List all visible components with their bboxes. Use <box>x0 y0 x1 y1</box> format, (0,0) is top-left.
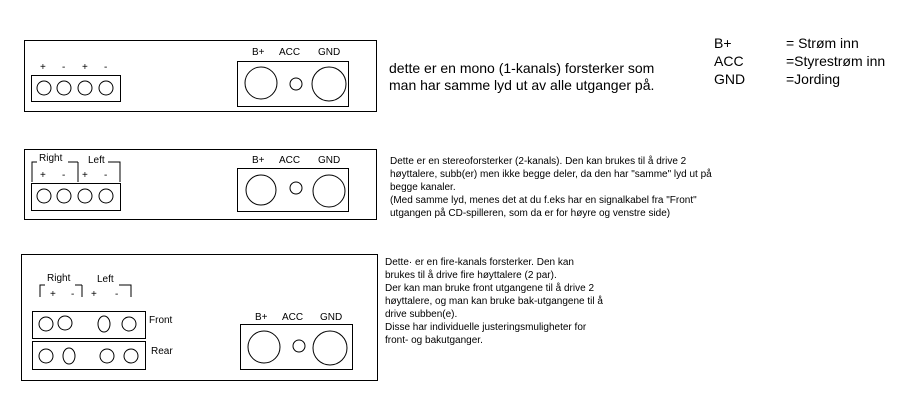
amp1-terminal-block <box>32 76 121 102</box>
amp3-right-channel-label: Right <box>47 273 71 284</box>
amp3-bplus-terminal <box>248 331 280 363</box>
amp3-terminal-label-2: - <box>71 289 75 300</box>
amp3-front-terminal-block <box>33 312 146 339</box>
amp3-description-line-6: Disse har individuelle justeringsmuligheter for <box>385 322 587 333</box>
amp3-description-line-7: front- og bakutganger. <box>385 335 483 346</box>
amp2-right-channel-label: Right <box>39 153 63 164</box>
amp3-rear-terminal-3 <box>100 349 114 363</box>
amp2-bplus-label: B+ <box>252 155 265 166</box>
amp3-terminal-label-1: + <box>50 289 56 300</box>
amp3-rear-terminal-1 <box>39 349 53 363</box>
amp2-description-line-5: utgangen på CD-spilleren, som da er for høyre og venstre side) <box>390 208 671 219</box>
amp1-bplus-terminal <box>245 67 277 99</box>
amp3-power-block <box>241 325 353 370</box>
legend-row-acc <box>714 53 744 70</box>
amp3-description-line-4: høyttalere, og man kan bruke bak-utgangene til å <box>385 296 603 307</box>
amp2-left-bracket <box>108 162 120 182</box>
amp3-description-line-2: brukes til å drive fire høyttalere (2 par). <box>385 270 557 281</box>
amp1-bplus-label: B+ <box>252 47 265 58</box>
amp2-gnd-terminal <box>313 175 345 207</box>
amp1-speaker-terminal-3 <box>78 81 92 95</box>
amp1-terminal-label-2: - <box>62 62 66 73</box>
amp1-terminal-label-1: + <box>40 62 46 73</box>
amp2-right-bracket <box>32 162 37 182</box>
amp3-left-channel-label: Left <box>97 274 114 285</box>
amp2-speaker-terminal-4 <box>99 189 113 203</box>
amp2-terminal-label-1: + <box>40 170 46 181</box>
amp3-bplus-label: B+ <box>255 312 268 323</box>
amp1-speaker-terminal-2 <box>57 81 71 95</box>
legend-row-gnd <box>714 71 745 88</box>
amp3-rear-label: Rear <box>151 346 173 357</box>
amp3-terminal-label-4: - <box>115 289 119 300</box>
amp2-description <box>390 155 712 220</box>
legend-key-acc: ACC <box>714 53 744 69</box>
amp2-left-channel-label: Left <box>88 155 105 166</box>
amp1-acc-label: ACC <box>279 47 301 58</box>
amp3-front-terminal-2 <box>58 316 72 330</box>
amp1-speaker-terminal-4 <box>99 81 113 95</box>
amp1-gnd-terminal <box>312 67 346 101</box>
legend-value-gnd: =Jording <box>786 71 841 87</box>
amp3-description-line-5: drive subben(e). <box>385 309 458 320</box>
amp2-description-line-1: Dette er en stereoforsterker (2-kanals). Den kan brukes til å drive 2 <box>390 156 687 167</box>
amp3-right-bracket <box>40 285 45 297</box>
amp3-description <box>385 256 603 347</box>
amp3-gnd-terminal <box>313 331 347 365</box>
amp2-speaker-terminal-1 <box>37 189 51 203</box>
amp1-description <box>389 60 654 94</box>
amp1-speaker-terminal-1 <box>37 81 51 95</box>
legend-value-bplus: = Strøm inn <box>786 35 859 51</box>
amp2-terminal-label-3: + <box>82 170 88 181</box>
amp2-acc-label: ACC <box>279 155 301 166</box>
amp2-speaker-terminal-3 <box>78 189 92 203</box>
amp1-gnd-label: GND <box>318 47 341 58</box>
amp3-front-terminal-1 <box>39 317 53 331</box>
amp2-description-line-2: høyttalere, subb(er) men ikke begge deler, da den har "samme" lyd ut på <box>390 169 712 180</box>
amp3-description-line-1: Dette· er en fire-kanals forsterker. Den kan <box>385 257 574 268</box>
amp3-terminal-label-3: + <box>91 289 97 300</box>
amp1-terminal-label-3: + <box>82 62 88 73</box>
amp2-gnd-label: GND <box>318 155 341 166</box>
amp3-left-bracket <box>119 285 131 297</box>
amp3-acc-label: ACC <box>282 312 304 323</box>
amp2-description-line-3: begge kanaler. <box>390 182 456 193</box>
amp2-terminal-label-2: - <box>62 170 66 181</box>
amp1-acc-terminal <box>290 78 302 90</box>
amp2-description-line-4: (Med samme lyd, menes det at du f.eks har en signalkabel fra "Front" <box>390 195 697 206</box>
amp2-terminal-block <box>32 184 121 211</box>
legend-key-bplus: B+ <box>714 35 732 51</box>
amp2-terminal-label-4: - <box>104 170 108 181</box>
legend-row-bplus <box>714 35 732 52</box>
amp2-bplus-terminal <box>246 175 276 205</box>
amp3-front-label: Front <box>149 315 173 326</box>
amp1-description-line-2: man har samme lyd ut av alle utganger på. <box>389 77 655 93</box>
amp3-rear-terminal-2 <box>63 348 75 364</box>
amp2-speaker-terminal-2 <box>57 189 71 203</box>
legend-value-acc: =Styrestrøm inn <box>786 53 886 69</box>
amp2-acc-terminal <box>290 182 302 194</box>
amp3-rear-terminal-block <box>33 342 146 370</box>
amp3-front-terminal-4 <box>122 317 136 331</box>
amp3-front-terminal-3 <box>98 316 110 332</box>
amp3-acc-terminal <box>293 340 305 352</box>
legend-key-gnd: GND <box>714 71 746 87</box>
amp1-description-line-1: dette er en mono (1-kanals) forsterker som <box>389 60 655 76</box>
amp3-description-line-3: Der kan man bruke front utgangene til å drive 2 <box>385 283 595 294</box>
amp3-rear-terminal-4 <box>124 349 138 363</box>
amp3-gnd-label: GND <box>320 312 343 323</box>
amp1-terminal-label-4: - <box>104 62 108 73</box>
